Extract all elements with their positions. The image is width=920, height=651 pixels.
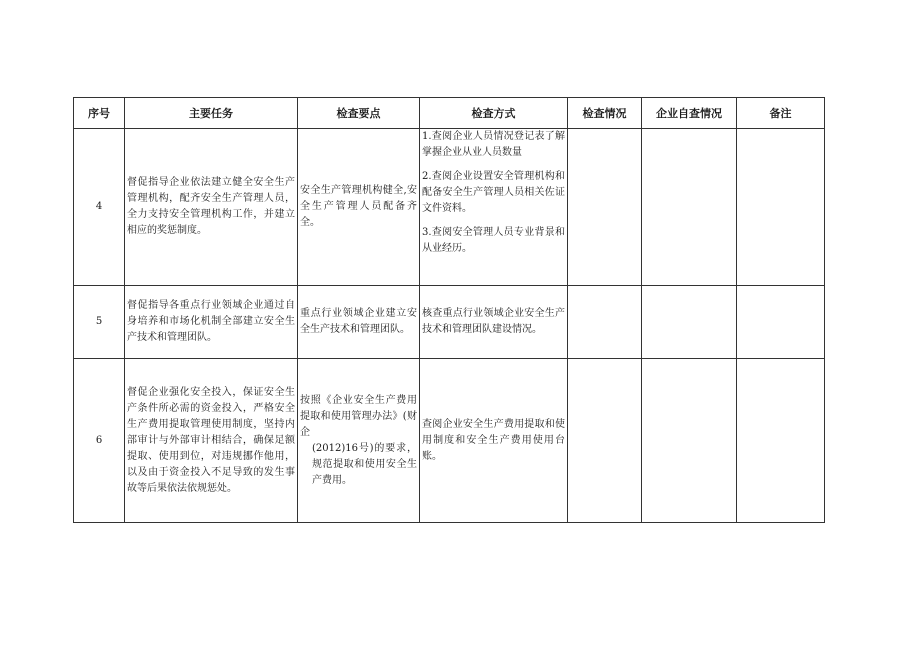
header-self-check: 企业自查情况 [642, 98, 737, 129]
method-item: 2.查阅企业设置安全管理机构和配备安全生产管理人员相关佐证文件资料。 [422, 171, 565, 214]
row-task: 督促指导各重点行业领域企业通过自身培养和市场化机制全部建立安全生产技术和管理团队。 [125, 286, 298, 359]
header-points: 检查要点 [298, 98, 420, 129]
row-self-check [642, 286, 737, 359]
inspection-table-container [73, 97, 824, 523]
row-points [298, 359, 420, 523]
points-line: 按照《企业安全生产费用提取和使用管理办法》(财企 [300, 394, 417, 438]
header-method: 检查方式 [420, 98, 568, 129]
row-task: 督促指导企业依法建立健全安全生产管理机构，配齐安全生产管理人员，全力支持安全管理机构工作，并建立相应的奖惩制度。 [125, 129, 298, 286]
header-task: 主要任务 [125, 98, 298, 129]
row-seq: 6 [74, 359, 125, 523]
method-item: 3.查阅安全管理人员专业背景和从业经历。 [422, 227, 565, 254]
method-item: 查阅企业安全生产费用提取和使用制度和安全生产费用使用台账。 [422, 418, 565, 462]
row-self-check [642, 359, 737, 523]
table-row [74, 359, 825, 523]
row-seq: 5 [74, 286, 125, 359]
row-status [568, 286, 642, 359]
row-task: 督促企业强化安全投入，保证安全生产条件所必需的资金投入，严格安全生产费用提取管理使用制度，坚持内部审计与外部审计相结合，确保足额提取、使用到位，对违规挪作他用，以及由于资金投入不足导致的发生事故等后果依法依规惩处。 [125, 359, 298, 523]
row-points: 安全生产管理机构健全,安全生产管理人员配备齐全。 [298, 129, 420, 286]
table-header-row [74, 98, 825, 129]
row-seq: 4 [74, 129, 125, 286]
table-row [74, 129, 825, 286]
row-remarks [737, 129, 825, 286]
method-item: 核查重点行业领域企业安全生产技术和管理团队建设情况。 [422, 308, 565, 335]
row-status [568, 359, 642, 523]
row-remarks [737, 359, 825, 523]
row-method [420, 359, 568, 523]
row-status [568, 129, 642, 286]
header-seq: 序号 [74, 98, 125, 129]
header-status: 检查情况 [568, 98, 642, 129]
row-remarks [737, 286, 825, 359]
row-method [420, 286, 568, 359]
row-method [420, 129, 568, 286]
method-item: 1.查阅企业人员情况登记表了解掌握企业从业人员数量 [422, 131, 565, 158]
points-line: (2012)16号)的要求，规范提取和使用安全生产费用。 [312, 442, 417, 486]
table-row [74, 286, 825, 359]
row-points: 重点行业领域企业建立安全生产技术和管理团队。 [298, 286, 420, 359]
inspection-table [73, 97, 825, 523]
header-remarks: 备注 [737, 98, 825, 129]
row-self-check [642, 129, 737, 286]
